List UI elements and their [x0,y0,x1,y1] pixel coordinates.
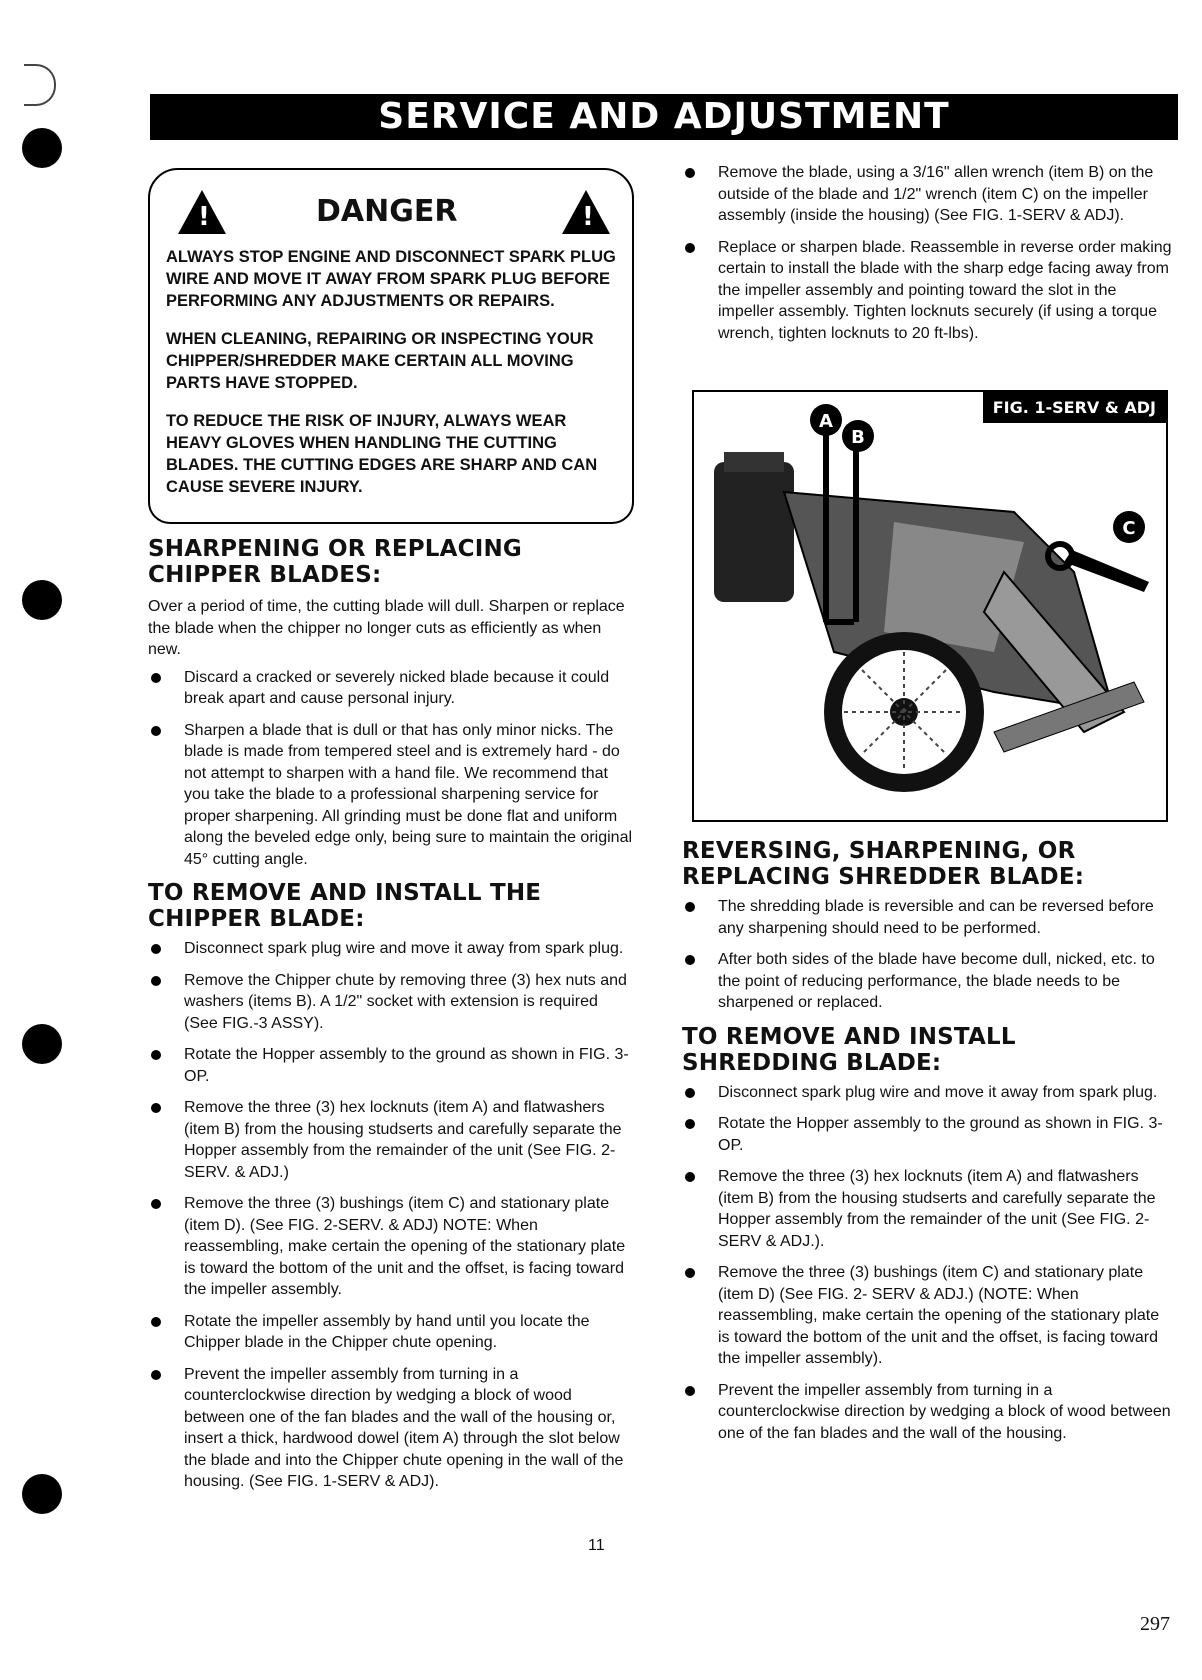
left-column [148,536,634,1503]
page-banner: SERVICE AND ADJUSTMENT [150,94,1178,140]
intro-paragraph: Over a period of time, the cutting blade will dull. Sharpen or replace the blade when the chipper no longer cuts as efficiently as when new. [148,598,625,658]
danger-paragraph: TO REDUCE THE RISK OF INJURY, ALWAYS WEAR HEAVY GLOVES WHEN HANDLING THE CUTTING BLADES. THE CUTTING EDGES ARE SHARP AND CAN CAUSE SEVERE INJURY. [166,412,598,496]
list-item: The shredding blade is reversible and can be reversed before any sharpening should need to be performed. [682,896,1172,939]
danger-box [148,168,634,524]
callout-a: A [819,411,833,432]
binder-hole [22,128,62,168]
list-item: Replace or sharpen blade. Reassemble in reverse order making certain to install the blade with the sharp edge facing away from the impeller assembly and pointing toward the slot in the impeller assembly. Tighten locknuts securely (if using a torque wrench, tighten locknuts to 20 ft-lbs). [682,237,1172,345]
bullet-list [148,938,634,1493]
binder-hole [22,1474,62,1514]
section-heading: TO REMOVE AND INSTALL SHREDDING BLADE: [682,1023,1016,1076]
bullet-list [682,162,1172,344]
list-item: Remove the three (3) bushings (item C) and stationary plate (item D). (See FIG. 2-SERV. & ADJ) NOTE: When reassembling, make certain the opening of the stationary plate is toward the bottom of the unit and the offset, is facing toward the impeller assembly. [148,1193,634,1301]
right-column-top [682,162,1172,354]
section-heading: TO REMOVE AND INSTALL THE CHIPPER BLADE: [148,880,542,932]
list-item: Sharpen a blade that is dull or that has only minor nicks. The blade is made from tempered steel and is extremely hard - do not attempt to sharpen with a hand file. We recommend that you take the blade to a professional sharpening service for proper sharpening. All grinding must be done flat and uniform along the beveled edge only, being sure to maintain the original 45° cutting angle. [148,720,634,871]
document-number: 297 [1140,1613,1170,1635]
list-item: Remove the three (3) hex locknuts (item A) and flatwashers (item B) from the housing studserts and carefully separate the Hopper assembly from the remainder of the unit (See FIG. 2- SERV & ADJ.). [682,1166,1172,1252]
list-item: Disconnect spark plug wire and move it away from spark plug. [682,1082,1172,1104]
section-heading: SHARPENING OR REPLACING CHIPPER BLADES: [148,536,523,588]
list-item: Remove the three (3) hex locknuts (item A) and flatwashers (item B) from the housing studserts and carefully separate the Hopper assembly from the remainder of the unit (See FIG. 2-SERV. & ADJ.) [148,1097,634,1183]
right-column-bottom [682,838,1172,1454]
danger-paragraph: ALWAYS STOP ENGINE AND DISCONNECT SPARK PLUG WIRE AND MOVE IT AWAY FROM SPARK PLUG BEFORE PERFORMING ANY ADJUSTMENTS OR REPAIRS. [166,248,616,310]
list-item: Prevent the impeller assembly from turning in a counterclockwise direction by wedging a block of wood between one of the fan blades and the wall of the housing. [682,1380,1172,1445]
warning-triangle-icon: ! [562,190,610,234]
danger-paragraph: WHEN CLEANING, REPAIRING OR INSPECTING YOUR CHIPPER/SHREDDER MAKE CERTAIN ALL MOVING PARTS HAVE STOPPED. [166,330,594,392]
list-item: After both sides of the blade have become dull, nicked, etc. to the point of reducing performance, the blade needs to be sharpened or replaced. [682,949,1172,1014]
bullet-list [682,896,1172,1014]
bullet-list [682,1082,1172,1445]
list-item: Remove the three (3) bushings (item C) and stationary plate (item D) (See FIG. 2- SERV & ADJ.) (NOTE: When reassembling, make certain the opening of the stationary plate is toward the bottom of the unit and the offset, is facing toward the impeller assembly). [682,1262,1172,1370]
list-item: Remove the blade, using a 3/16" allen wrench (item B) on the outside of the blade and 1/2" wrench (item C) on the impeller assembly (inside the housing) (See FIG. 1-SERV & ADJ). [682,162,1172,227]
warning-triangle-icon: ! [178,190,226,234]
page-number: 11 [588,1537,605,1554]
binder-hole [22,580,62,620]
section-heading: REVERSING, SHARPENING, OR REPLACING SHREDDER BLADE: [682,838,1085,890]
chipper-shredder-illustration [694,392,1166,820]
list-item: Disconnect spark plug wire and move it away from spark plug. [148,938,634,960]
bullet-list [148,667,634,871]
danger-header [166,184,618,246]
callout-b: B [851,427,865,448]
binder-clip-mark [24,64,56,106]
list-item: Rotate the impeller assembly by hand until you locate the Chipper blade in the Chipper chute opening. [148,1311,634,1354]
figure-chipper-shredder [692,390,1168,822]
figure-label: FIG. 1-SERV & ADJ [983,392,1166,423]
list-item: Rotate the Hopper assembly to the ground as shown in FIG. 3-OP. [148,1044,634,1087]
callout-c: C [1122,518,1136,539]
list-item: Remove the Chipper chute by removing three (3) hex nuts and washers (items B). A 1/2" socket with extension is required (See FIG.-3 ASSY). [148,970,634,1035]
binder-hole [22,1024,62,1064]
list-item: Prevent the impeller assembly from turning in a counterclockwise direction by wedging a block of wood between one of the fan blades and the wall of the housing or, insert a thick, hardwood dowel (item A) through the slot below the blade and into the Chipper chute opening in the wall of the housing. (See FIG. 1-SERV & ADJ). [148,1364,634,1493]
list-item: Discard a cracked or severely nicked blade because it could break apart and cause personal injury. [148,667,634,710]
list-item: Rotate the Hopper assembly to the ground as shown in FIG. 3-OP. [682,1113,1172,1156]
danger-title: DANGER [316,194,458,229]
